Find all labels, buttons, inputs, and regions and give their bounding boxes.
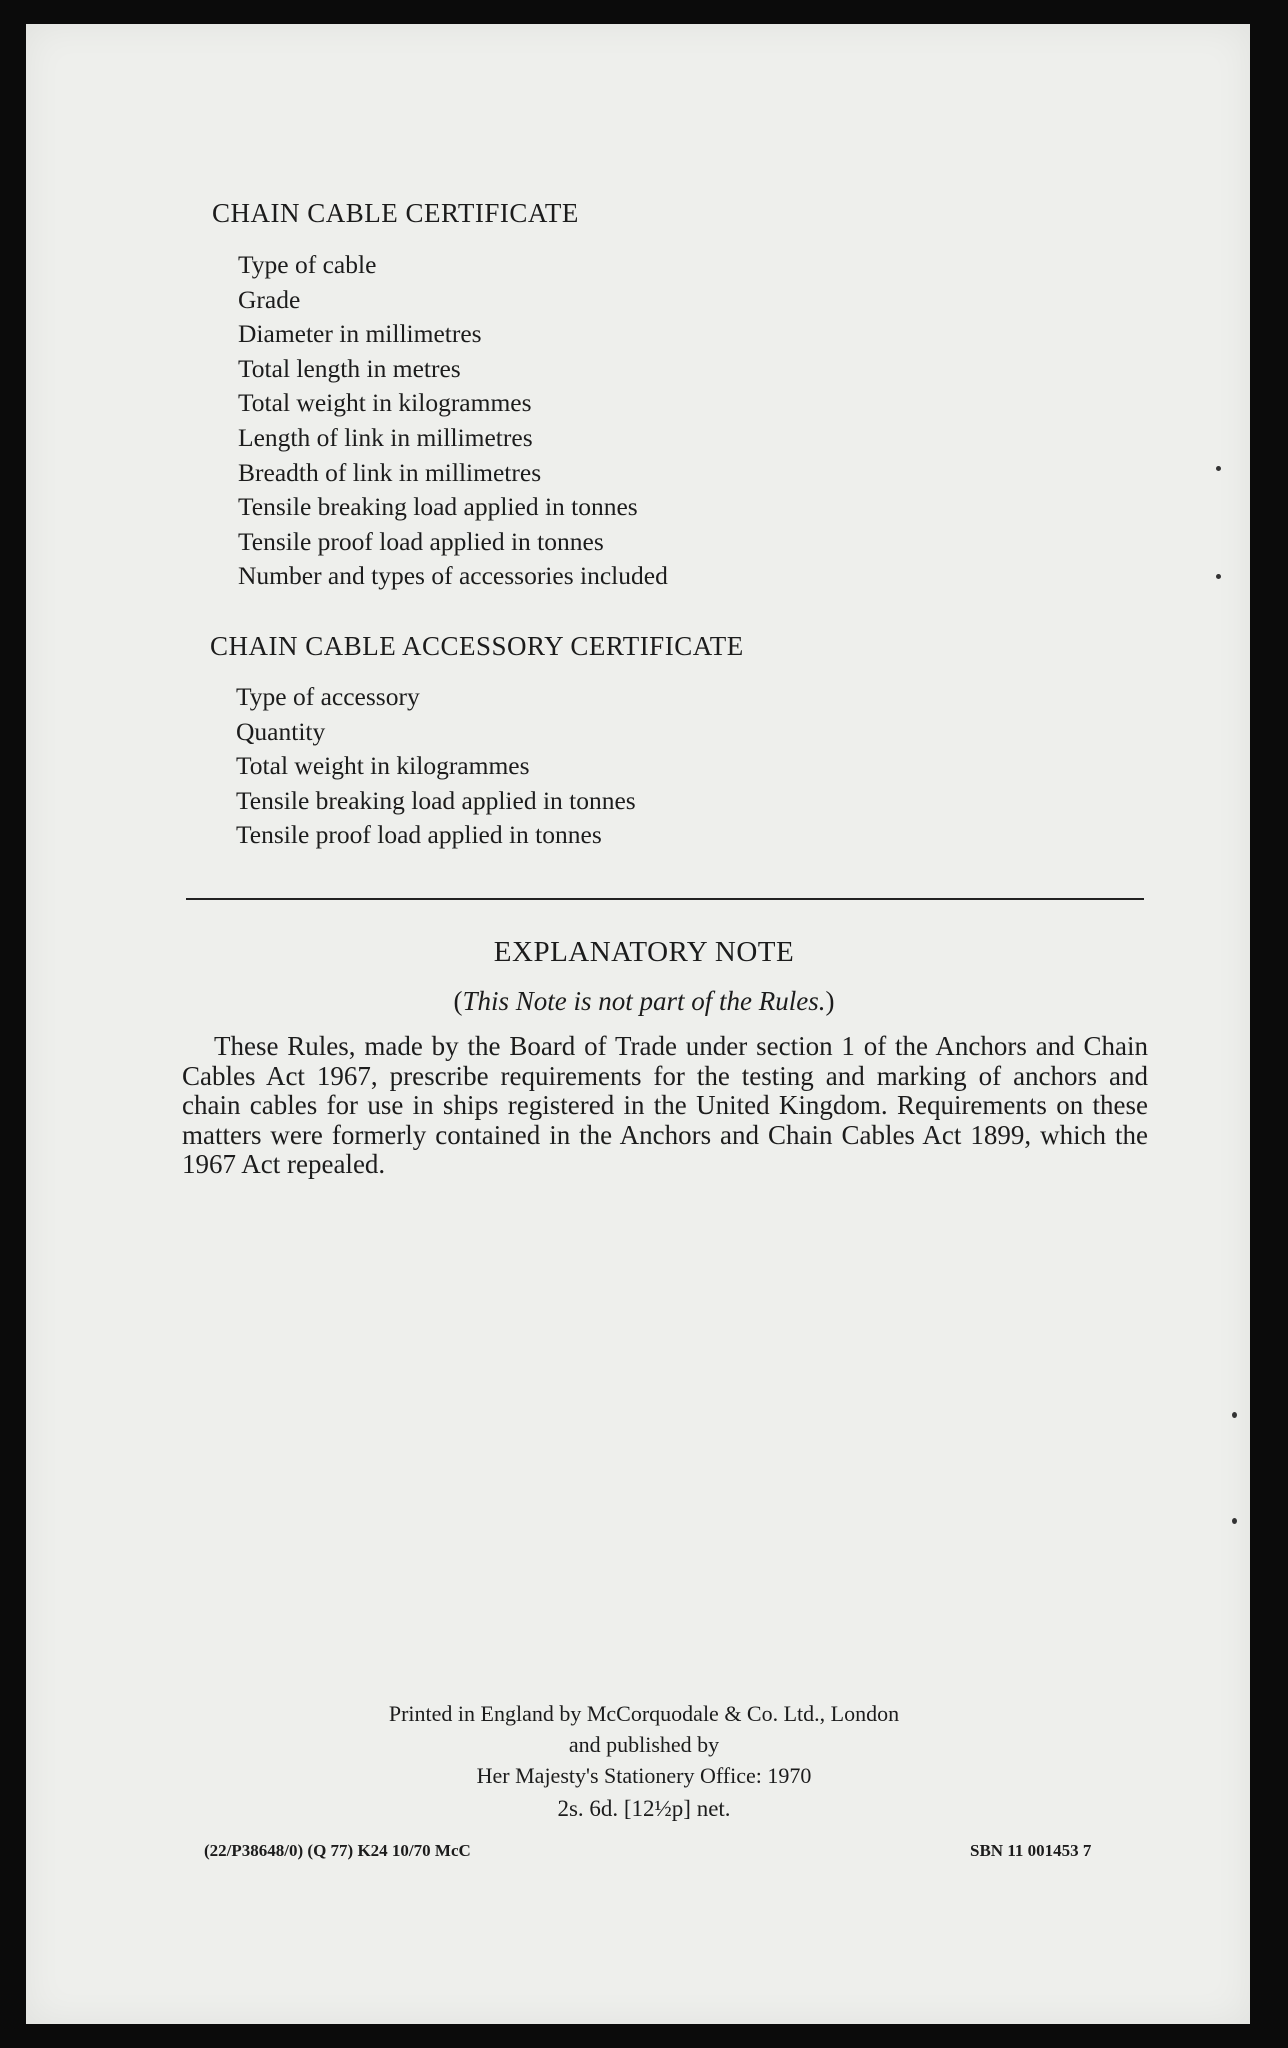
imprint-price: 2s. 6d. [12½p] net.	[557, 1796, 731, 1821]
scan-speck	[1232, 1412, 1237, 1418]
explanatory-note-body: These Rules, made by the Board of Trade under section 1 of the Anchors and Chain Cables Act 1967, prescribe requirements for the testing and marking of anchors and chain cables for use in ships registered in the United Kingdom. Requirements on these matters were formerly contained in the Anchors and Chain Cables Act 1899, which the 1967 Act repealed.	[182, 1031, 1148, 1179]
field-item: Length of link in millimetres	[238, 422, 533, 452]
cable-certificate-fields	[238, 248, 668, 594]
scan-speck	[1216, 574, 1221, 579]
cable-certificate-title: CHAIN CABLE CERTIFICATE	[212, 198, 579, 228]
scan-speck	[1232, 1518, 1237, 1524]
accessory-certificate-title: CHAIN CABLE ACCESSORY CERTIFICATE	[210, 631, 744, 661]
field-item: Tensile proof load applied in tonnes	[236, 820, 602, 850]
field-item: Total length in metres	[238, 353, 461, 383]
section-divider	[186, 898, 1144, 900]
scan-speck	[1216, 466, 1221, 471]
field-item: Grade	[238, 284, 301, 314]
field-item: Diameter in millimetres	[238, 319, 482, 349]
imprint-publisher-intro: and published by	[568, 1732, 720, 1757]
printer-imprint	[0, 1698, 1288, 1824]
field-item: Quantity	[236, 716, 326, 746]
imprint-publisher: Her Majesty's Stationery Office: 1970	[476, 1763, 812, 1788]
accessory-certificate-fields	[236, 680, 636, 853]
imprint-printer: Printed in England by McCorquodale & Co. Ltd., London	[388, 1701, 900, 1726]
sbn-number: SBN 11 001453 7	[970, 1841, 1092, 1860]
field-item: Total weight in kilogrammes	[236, 751, 530, 781]
field-item: Type of cable	[238, 250, 377, 279]
explanatory-note-subtitle: (This Note is not part of the Rules.)	[453, 986, 835, 1016]
print-code: (22/P38648/0) (Q 77) K24 10/70 McC	[204, 1841, 471, 1860]
field-item: Number and types of accessories included	[238, 561, 668, 591]
subtitle-text: This Note is not part of the Rules.	[462, 986, 826, 1016]
field-item: Breadth of link in millimetres	[238, 457, 542, 487]
field-item: Type of accessory	[236, 682, 420, 711]
explanatory-note-title: EXPLANATORY NOTE	[493, 936, 795, 968]
field-item: Tensile breaking load applied in tonnes	[236, 785, 636, 815]
field-item: Tensile proof load applied in tonnes	[238, 526, 604, 556]
field-item: Total weight in kilogrammes	[238, 388, 532, 418]
field-item: Tensile breaking load applied in tonnes	[238, 492, 638, 522]
